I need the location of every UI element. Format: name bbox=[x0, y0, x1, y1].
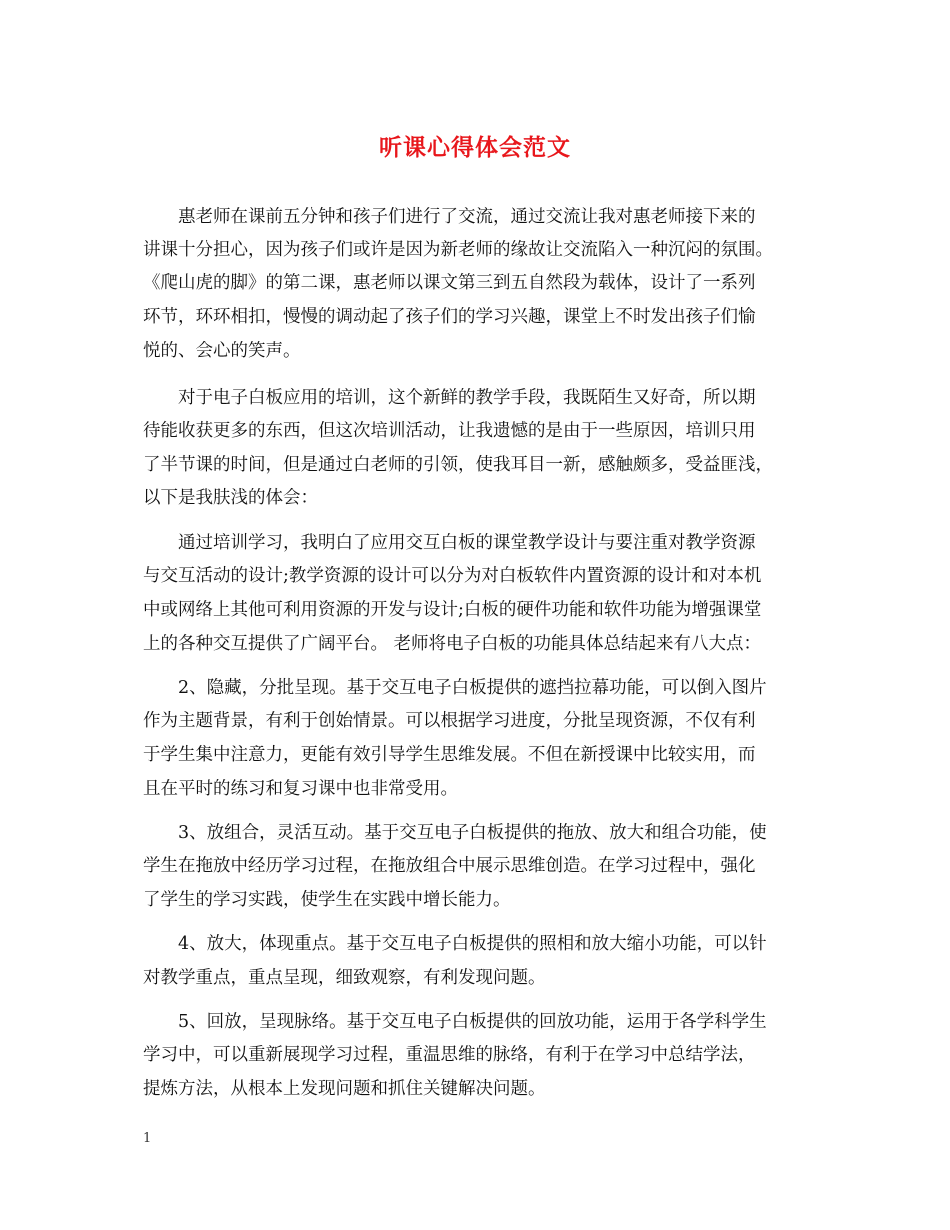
text-line: 对教学重点，重点呈现，细致观察，有利发现问题。 bbox=[143, 968, 546, 988]
text-line: 于学生集中注意力，更能有效引导学生思维发展。不但在新授课中比较实用，而 bbox=[143, 745, 756, 765]
text-line: 3、放组合，灵活互动。基于交互电子白板提供的拖放、放大和组合功能，使 bbox=[178, 823, 767, 843]
document-title: 听课心得体会范文 bbox=[379, 134, 571, 161]
text-line: 上的各种交互提供了广阔平台。 老师将电子白板的功能具体总结起来有八大点： bbox=[143, 634, 762, 654]
text-line: 作为主题背景，有利于创始情景。可以根据学习进度，分批呈现资源，不仅有利 bbox=[143, 711, 756, 731]
text-line: 讲课十分担心，因为孩子们或许是因为新老师的缘故让交流陷入一种沉闷的氛围。 bbox=[143, 240, 773, 260]
text-line: 2、隐藏，分批呈现。基于交互电子白板提供的遮挡拉幕功能，可以倒入图片 bbox=[178, 678, 767, 698]
text-line: 《爬山虎的脚》的第二课，惠老师以课文第三到五自然段为载体，设计了一系列 bbox=[143, 273, 756, 293]
text-line: 4、放大，体现重点。基于交互电子白板提供的照相和放大缩小功能，可以针 bbox=[178, 934, 767, 954]
text-line: 提炼方法，从根本上发现问题和抓住关键解决问题。 bbox=[143, 1079, 546, 1099]
text-line: 了半节课的时间，但是通过白老师的引领，使我耳目一新，感触颇多，受益匪浅， bbox=[143, 455, 773, 475]
text-line: 对于电子白板应用的培训，这个新鲜的教学手段，我既陌生又好奇，所以期 bbox=[178, 388, 756, 408]
text-line: 与交互活动的设计;教学资源的设计可以分为对白板软件内置资源的设计和对本机 bbox=[143, 566, 762, 586]
text-line: 学习中，可以重新展现学习过程，重温思维的脉络，有利于在学习中总结学法， bbox=[143, 1045, 756, 1065]
text-line: 了学生的学习实践，使学生在实践中增长能力。 bbox=[143, 890, 511, 910]
text-line: 5、回放，呈现脉络。基于交互电子白板提供的回放功能，运用于各学科学生 bbox=[178, 1012, 767, 1032]
text-line: 通过培训学习，我明白了应用交互白板的课堂教学设计与要注重对教学资源 bbox=[178, 533, 756, 553]
text-line: 待能收获更多的东西，但这次培训活动，让我遗憾的是由于一些原因，培训只用 bbox=[143, 421, 756, 441]
text-line: 且在平时的练习和复习课中也非常受用。 bbox=[143, 779, 458, 799]
text-line: 环节，环环相扣，慢慢的调动起了孩子们的学习兴趣，课堂上不时发出孩子们愉 bbox=[143, 307, 756, 327]
text-line: 以下是我肤浅的体会： bbox=[143, 488, 318, 508]
page-number: 1 bbox=[143, 1131, 152, 1146]
text-line: 学生在拖放中经历学习过程，在拖放组合中展示思维创造。在学习过程中，强化 bbox=[143, 856, 756, 876]
text-line: 惠老师在课前五分钟和孩子们进行了交流，通过交流让我对惠老师接下来的 bbox=[178, 207, 756, 227]
text-line: 中或网络上其他可利用资源的开发与设计;白板的硬件功能和软件功能为增强课堂 bbox=[143, 600, 762, 620]
text-line: 悦的、会心的笑声。 bbox=[143, 341, 301, 361]
